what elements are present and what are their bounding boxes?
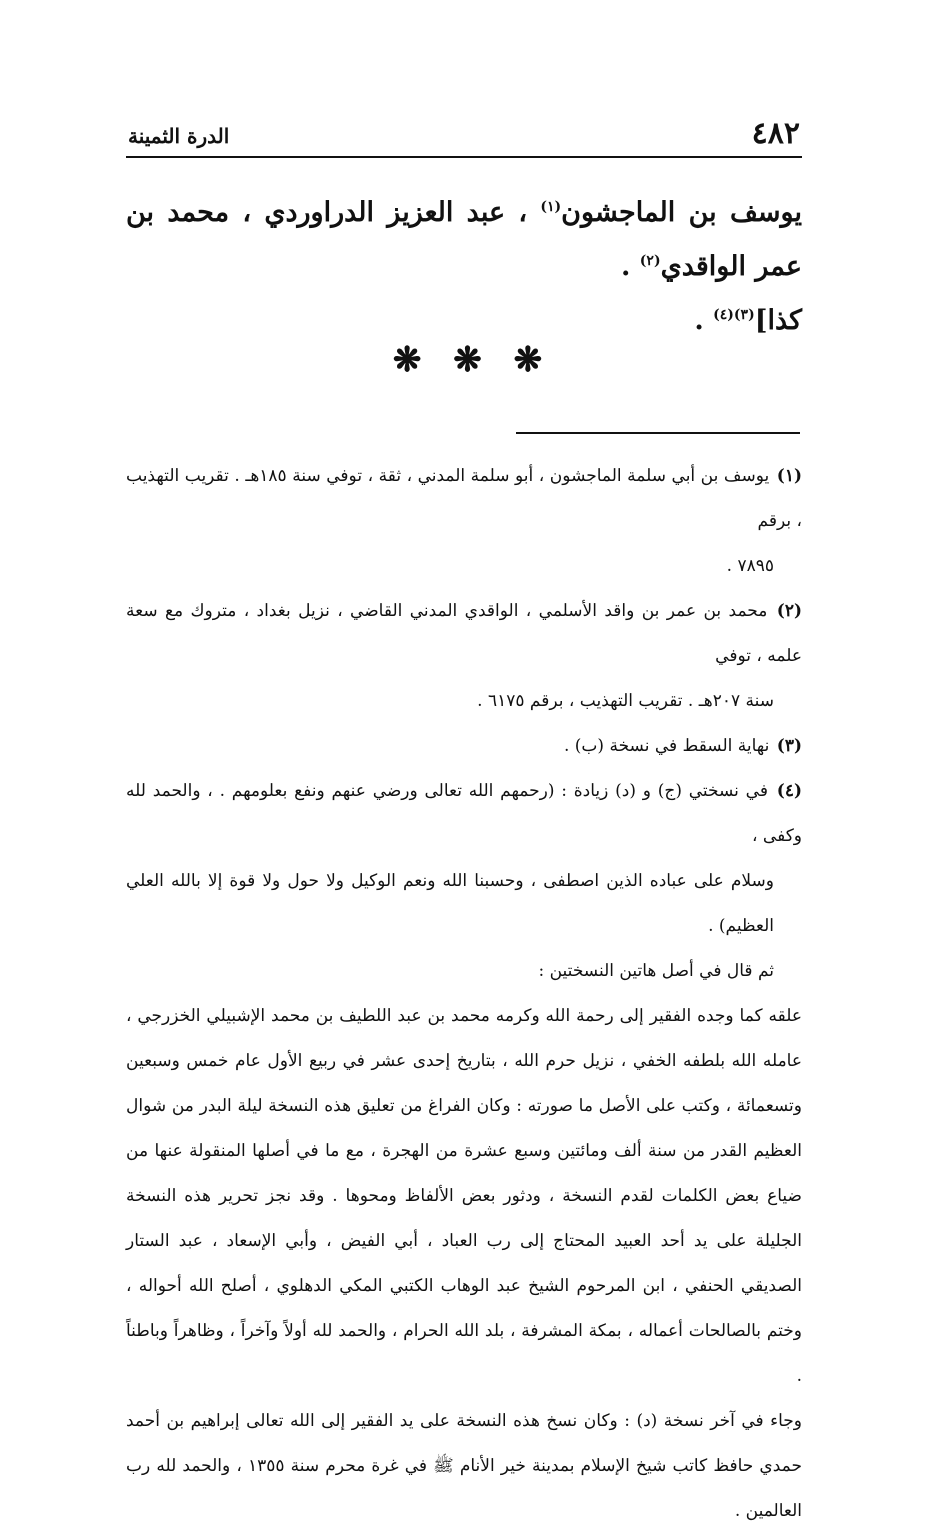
main-line-1 <box>126 186 802 294</box>
main-text <box>126 186 802 348</box>
footnote-ref-2: (٢) <box>639 253 661 269</box>
section-separator-stars: ❋ ❋ ❋ <box>392 340 553 380</box>
footnote-4-quote-intro: ثم قال في أصل هاتين النسختين : <box>538 961 774 981</box>
footnote-number: (٤) <box>776 781 802 801</box>
footnote-2-continuation: سنة ٢٠٧هـ . تقريب التهذيب ، برقم ٦١٧٥ . <box>477 691 774 711</box>
footnote-4 <box>126 769 802 859</box>
footnote-text: نهاية السقط في نسخة (ب) . <box>563 736 770 756</box>
main-text-segment: يوسف بن الماجشون <box>561 197 802 228</box>
footnote-number: (٢) <box>776 601 802 621</box>
header-rule <box>126 156 802 158</box>
main-text-segment: كذا] <box>754 305 802 336</box>
footnote-number: (٣) <box>776 736 802 756</box>
footnote-number: (١) <box>776 466 802 486</box>
footnote-text: يوسف بن أبي سلمة الماجشون ، أبو سلمة المدني ، ثقة ، توفي سنة ١٨٥هـ . تقريب التهذيب ، برقم <box>126 466 802 531</box>
footnote-4-continuation: وسلام على عباده الذين اصطفى ، وحسبنا الله ونعم الوكيل ولا حول ولا قوة إلا بالله العلي العظيم) . <box>126 871 774 936</box>
main-text-segment: . <box>620 251 631 282</box>
page-number: ٤٨٢ <box>751 116 800 151</box>
footnote-1-continuation: ٧٨٩٥ . <box>726 556 774 576</box>
footnote-ref-4: (٤) <box>713 307 734 323</box>
main-text-segment: ، عبد العزيز الدراوردي ، محمد بن عمر الواقدي <box>126 197 802 282</box>
running-title: الدرة الثمينة <box>128 124 230 148</box>
footnote-4-colophon-paragraph: علقه كما وجده الفقير إلى رحمة الله وكرمه محمد بن عبد اللطيف بن محمد الإشبيلي الخزرجي ، عامله الله بلطفه الخفي ، نزيل حرم الله ، بتاريخ إحدى عشر في ربيع الأول عام خمس وسبعين وتسعمائة ، وكتب على الأصل ما صورته : وكان الفراغ من تعليق هذه النسخة ليلة البدر من شوال العظيم القدر من سنة ألف ومائتين وسبع عشرة من الهجرة ، مع ما في أصلها المنقولة عنها من ضياع بعض الكلمات لقدم النسخة ، ودثور بعض الألفاظ ومحوها . وقد نجز تحرير هذه النسخة الجليلة على يد أحد العبيد المحتاج إلى رب العباد ، أبي الفيض ، وأبي الإسعاد ، عبد الستار الصديقي الحنفي ، ابن المرحوم الشيخ عبد الوهاب الكتبي المكي الدهلوي ، أصلح الله أحواله ، وختم بالصالحات أعماله ، بمكة المشرفة ، بلد الله الحرام ، والحمد لله أولاً وآخراً ، وظاهراً وباطناً . <box>126 1006 802 1386</box>
footnote-text: محمد بن عمر بن واقد الأسلمي ، الواقدي المدني القاضي ، نزيل بغداد ، متروك مع سعة علمه ، توفي <box>126 601 802 666</box>
footnote-1 <box>126 454 802 544</box>
footnote-text: في نسختي (ج) و (د) زيادة : (رحمهم الله تعالى ورضي عنهم ونفع بعلومهم . ، والحمد لله وكفى ، <box>126 781 802 846</box>
footnote-2 <box>126 589 802 679</box>
footnote-3 <box>126 724 802 769</box>
main-text-segment: . <box>694 305 704 336</box>
running-header <box>128 116 800 156</box>
footnote-ref-3: (٣) <box>733 307 755 323</box>
footnote-rule <box>516 432 800 434</box>
footnote-4-copyist-paragraph: وجاء في آخر نسخة (د) : وكان نسخ هذه النسخة على يد الفقير إلى الله تعالى إبراهيم بن أحمد حمدي حافظ كاتب شيخ الإسلام بمدينة خير الأنام ﷺ في غرة محرم سنة ١٣٥٥ ، والحمد لله رب العالمين . <box>126 1411 802 1521</box>
footnote-ref-1: (١) <box>540 199 562 215</box>
footnotes <box>126 454 802 1534</box>
